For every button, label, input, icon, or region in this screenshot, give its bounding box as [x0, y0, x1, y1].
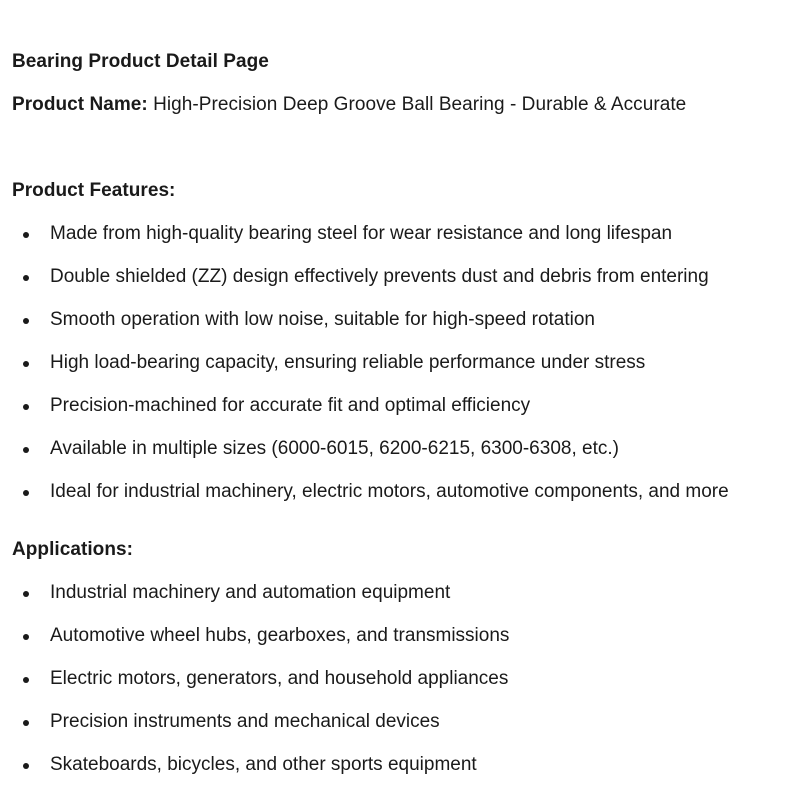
bullet-icon	[23, 490, 29, 496]
product-name-value: High-Precision Deep Groove Ball Bearing - Durable & Accurate	[153, 94, 687, 115]
feature-item	[0, 437, 800, 480]
features-heading: Product Features:	[12, 180, 176, 201]
feature-item	[0, 265, 800, 308]
feature-item	[0, 394, 800, 437]
applications-heading: Applications:	[12, 539, 133, 560]
application-text: Electric motors, generators, and household appliances	[50, 668, 509, 689]
application-item	[0, 667, 800, 710]
features-list	[0, 222, 800, 523]
bullet-icon	[23, 275, 29, 281]
feature-text: Double shielded (ZZ) design effectively prevents dust and debris from entering	[50, 266, 709, 287]
application-item	[0, 624, 800, 667]
bullet-icon	[23, 361, 29, 367]
feature-item	[0, 480, 800, 523]
feature-text: Available in multiple sizes (6000-6015, 6200-6215, 6300-6308, etc.)	[50, 438, 619, 459]
bullet-icon	[23, 763, 29, 769]
page-title: Bearing Product Detail Page	[12, 51, 269, 72]
bullet-icon	[23, 318, 29, 324]
bullet-icon	[23, 591, 29, 597]
product-name-line	[12, 93, 686, 117]
bullet-icon	[23, 232, 29, 238]
bullet-icon	[23, 447, 29, 453]
feature-item	[0, 351, 800, 394]
bullet-icon	[23, 404, 29, 410]
application-item	[0, 581, 800, 624]
application-item	[0, 753, 800, 796]
application-text: Precision instruments and mechanical devices	[50, 711, 440, 732]
feature-text: Made from high-quality bearing steel for wear resistance and long lifespan	[50, 223, 673, 244]
feature-text: Smooth operation with low noise, suitable for high-speed rotation	[50, 309, 595, 330]
feature-text: High load-bearing capacity, ensuring reliable performance under stress	[50, 352, 646, 373]
bullet-icon	[23, 720, 29, 726]
bullet-icon	[23, 634, 29, 640]
application-item	[0, 710, 800, 753]
feature-item	[0, 222, 800, 265]
applications-list	[0, 581, 800, 796]
application-text: Skateboards, bicycles, and other sports equipment	[50, 754, 477, 775]
bullet-icon	[23, 677, 29, 683]
application-text: Industrial machinery and automation equipment	[50, 582, 451, 603]
product-name-label: Product Name:	[12, 94, 148, 115]
feature-text: Precision-machined for accurate fit and optimal efficiency	[50, 395, 531, 416]
feature-text: Ideal for industrial machinery, electric motors, automotive components, and more	[50, 481, 729, 502]
application-text: Automotive wheel hubs, gearboxes, and transmissions	[50, 625, 510, 646]
feature-item	[0, 308, 800, 351]
